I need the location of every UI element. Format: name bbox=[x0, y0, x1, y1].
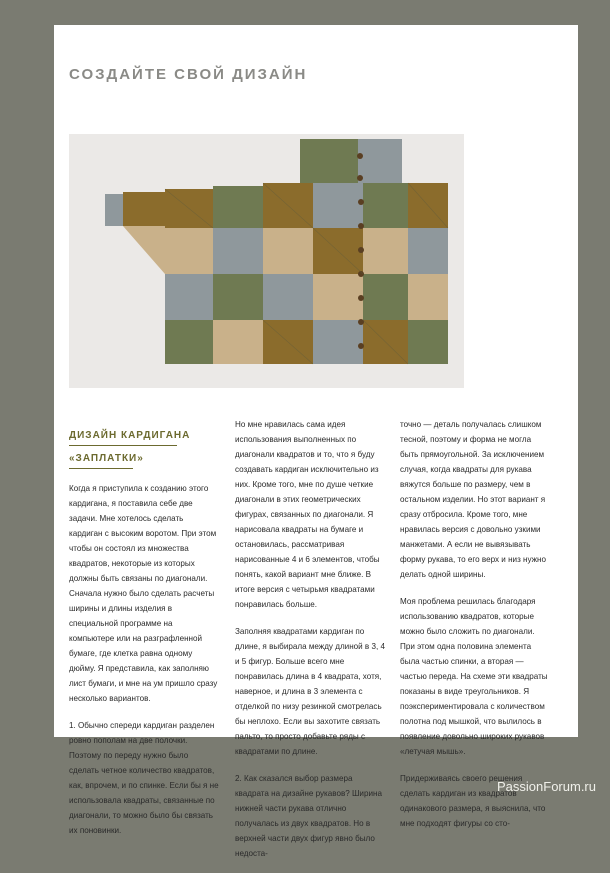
patchwork-cardigan-image bbox=[69, 134, 464, 388]
page-title: СОЗДАЙТЕ СВОЙ ДИЗАЙН bbox=[69, 66, 308, 83]
paragraph: Когда я приступила к созданию этого кардигана, я поставила себе две задачи. Мне хотелось сделать кардиган с высоким воротом. При этом чтобы он состоял из множества квадратов, некоторые из которых должны быть связаны по диагонали. Сначала нужно было сделать расчеты ширины и длины изделия в специальной программе на компьютере или на разграфленной бумаге, где клетка равна одному дюйму. Я представила, как заполняю лист бумаги, и мне на ум пришло сразу несколько вариантов. bbox=[69, 484, 218, 703]
paragraph: точно — деталь получалась слишком тесной, поэтому и форма не могла быть прямоугольной. За исключением случая, когда квадраты для рукава вяжутся больше по размеру, чем в остальном изделии. Но этот вариант я сразу отбросила. Кроме того, мне нравилась версия с довольно узкими манжетами. А если не вывязывать форму рукава, то его верх и низ нужно делать одной ширины. bbox=[400, 420, 547, 579]
paragraph: 2. Как сказался выбор размера квадрата на дизайне рукавов? Ширина нижней части рукава отлично получалась из двух квадратов. Но в верхней части двух фигур явно было недоста- bbox=[235, 774, 382, 858]
subheading-rule bbox=[69, 468, 133, 469]
text-column-1 bbox=[69, 429, 219, 850]
paragraph: Заполняя квадратами кардиган по длине, я выбирала между длиной в 3, 4 и 5 фигур. Больше всего мне понравилась длина в 4 квадрата, хотя, наверное, и длина в 3 элемента с отделкой по низу резинкой смотрелась бы неплохо. Если вы захотите связать пальто, то просто добавьте ряды с квадратами по длине. bbox=[235, 627, 385, 756]
text-column-2 bbox=[235, 417, 385, 873]
paragraph: Но мне нравилась сама идея использования выполненных по диагонали квадратов и то, что я буду создавать кардиган исключительно из них. Кроме того, мне по душе четкие диагонали в этих геометрических фигурах, связанных по диагонали. Я нарисовала квадраты на бумаге и остановилась, рассматривая нарисованные 4 и 6 элементов, чтобы понять, какой вариант мне ближе. В итоге версия с четырьмя квадратами понравилась больше. bbox=[235, 420, 380, 609]
cardigan-photo bbox=[69, 134, 464, 388]
watermark: PassionForum.ru bbox=[497, 779, 596, 794]
article-subheading: «ЗАПЛАТКИ» bbox=[69, 453, 144, 464]
paragraph: 1. Обычно спереди кардиган разделен ровно пополам на две полочки. Поэтому по переду нужно было сделать четное количество квадратов, как, впрочем, и по спинке. Если бы я не использовала квадраты, связанные по диагонали, то можно было бы связать их поновинки. bbox=[69, 721, 219, 835]
article-heading: ДИЗАЙН КАРДИГАНА bbox=[69, 430, 191, 441]
paragraph: Моя проблема решилась благодаря использованию квадратов, которые можно было сложить по диагонали. При этом одна половина элемента была частью спинки, а вторая — частью переда. На схеме эти квадраты показаны в виде треугольников. Я поэкспериментировала с количеством полотна под мышкой, что вылилось в появление довольно широких рукавов «летучая мышь». bbox=[400, 597, 548, 756]
heading-rule bbox=[69, 445, 177, 446]
paragraph: Придерживаясь своего решения сделать кардиган из квадратов одинакового размера, я выяснила, что мне подходят фигуры со сто- bbox=[400, 774, 546, 828]
